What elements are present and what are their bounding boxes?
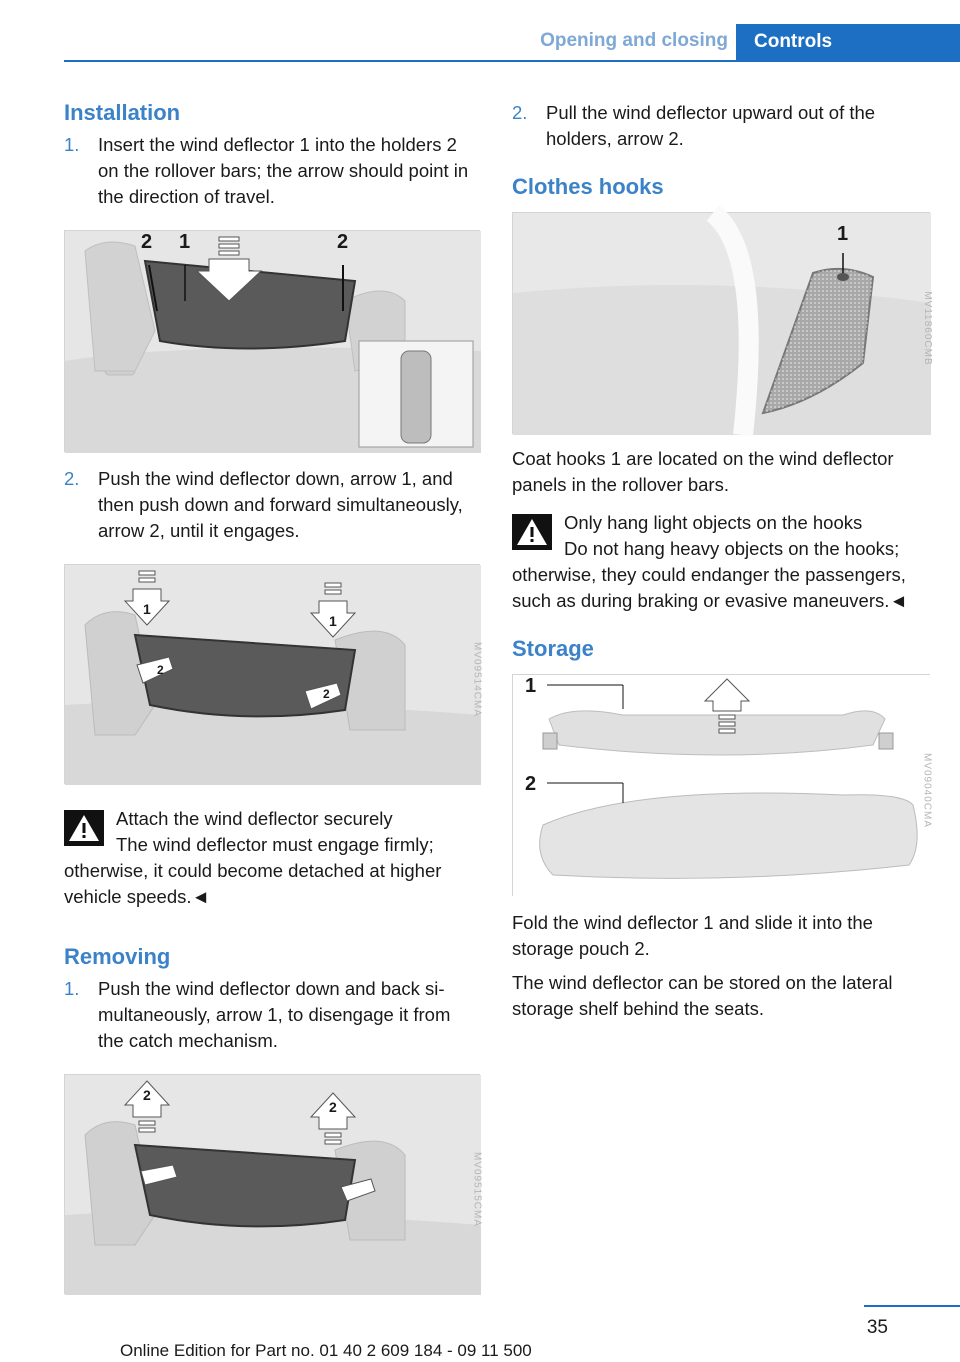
warning-icon: [64, 810, 104, 846]
figure-remove-deflector: [64, 1074, 483, 1294]
clothes-hook-fig-code: MV11860CMB: [921, 291, 933, 366]
figure-clothes-hooks-drawing: [513, 213, 931, 435]
fig2-label-arrow-2-right: 2: [323, 687, 330, 701]
removing-step-2: [512, 100, 930, 152]
header-chapter-tab: Controls: [736, 24, 960, 62]
removing-step-1: [64, 976, 480, 1054]
figure-storage: [512, 674, 933, 896]
page-header: [64, 24, 960, 62]
fig1-label-deflector: 1: [179, 231, 191, 253]
figure-storage-drawing: [513, 675, 931, 897]
header-section-title: Opening and closing: [540, 30, 728, 51]
left-column: [64, 100, 483, 1294]
warning-title: Only hang light objects on the hooks: [564, 512, 863, 533]
fig2-label-arrow-1-right: 1: [329, 613, 337, 629]
installation-step-1: [64, 132, 480, 210]
storage-label-deflector: 1: [525, 675, 537, 697]
footer-rule: [864, 1305, 960, 1307]
storage-fig-code: MV09040CMA: [921, 752, 933, 829]
step-text: Insert the wind deflector 1 into the holders 2 on the rollover bars; the arrow should point in the direction of travel.: [98, 134, 469, 207]
edition-text: Online Edition for Part no. 01 40 2 609 184 - 09 11 500: [120, 1341, 532, 1360]
warning-icon: [512, 514, 552, 550]
step-number: 2.: [512, 102, 528, 123]
fig3-code: MV09515CMA: [471, 1151, 483, 1228]
figure-clothes-hooks: [512, 212, 933, 434]
step-text: Push the wind deflector down and back simultaneously, arrow 1, to disengage it from the catch mechanism.: [98, 978, 451, 1051]
fig1-label-holder-right: 2: [337, 231, 349, 253]
header-rule: [64, 60, 960, 62]
removing-heading: Removing: [64, 944, 171, 969]
step-number: 2.: [64, 468, 80, 489]
page-number: 35: [866, 1317, 888, 1338]
figure-insert-deflector: [64, 230, 480, 452]
clothes-hook-label: 1: [837, 223, 849, 245]
warning-light-objects: [512, 510, 930, 614]
step-number: 1.: [64, 134, 80, 155]
figure-push-deflector-drawing: [65, 565, 481, 785]
step-text: Pull the wind deflector upward out of the holders, arrow 2.: [546, 102, 876, 149]
figure-insert-deflector-drawing: [65, 231, 481, 453]
warning-attach-securely: [64, 806, 480, 910]
fig2-code: MV09514CMA: [471, 641, 483, 718]
fig2-label-arrow-1-left: 1: [143, 601, 151, 617]
installation-step-2: [64, 466, 480, 544]
storage-text-2: The wind deflector can be stored on the lateral storage shelf behind the seats.: [512, 972, 893, 1019]
fig3-label-arrow-2-right: 2: [329, 1099, 337, 1115]
fig3-label-arrow-2-left: 2: [143, 1087, 151, 1103]
figure-push-deflector: [64, 564, 483, 784]
storage-text-1: Fold the wind deflector 1 and slide it into the storage pouch 2.: [512, 912, 873, 959]
installation-heading: Installation: [64, 100, 181, 125]
storage-heading: Storage: [512, 636, 594, 661]
step-number: 1.: [64, 978, 80, 999]
step-text: Push the wind deflector down, arrow 1, and then push down and forward simultaneously, arrow 2, until it engages.: [98, 468, 463, 541]
right-column: [512, 100, 933, 1022]
figure-remove-deflector-drawing: [65, 1075, 481, 1295]
warning-title: Attach the wind deflector securely: [116, 808, 393, 829]
clothes-hooks-heading: Clothes hooks: [512, 174, 664, 199]
storage-label-pouch: 2: [525, 773, 537, 795]
warning-body: The wind deflector must engage firmly; otherwise, it could become detached at higher vehicle speeds.◄: [64, 834, 442, 907]
warning-body: Do not hang heavy objects on the hooks; otherwise, they could endanger the passengers, such as during braking or evasive maneuvers.◄: [512, 538, 908, 611]
clothes-hooks-text: Coat hooks 1 are located on the wind deflector panels in the rollover bars.: [512, 448, 894, 495]
fig1-label-holder-left: 2: [141, 231, 153, 253]
fig2-label-arrow-2-left: 2: [157, 663, 164, 677]
